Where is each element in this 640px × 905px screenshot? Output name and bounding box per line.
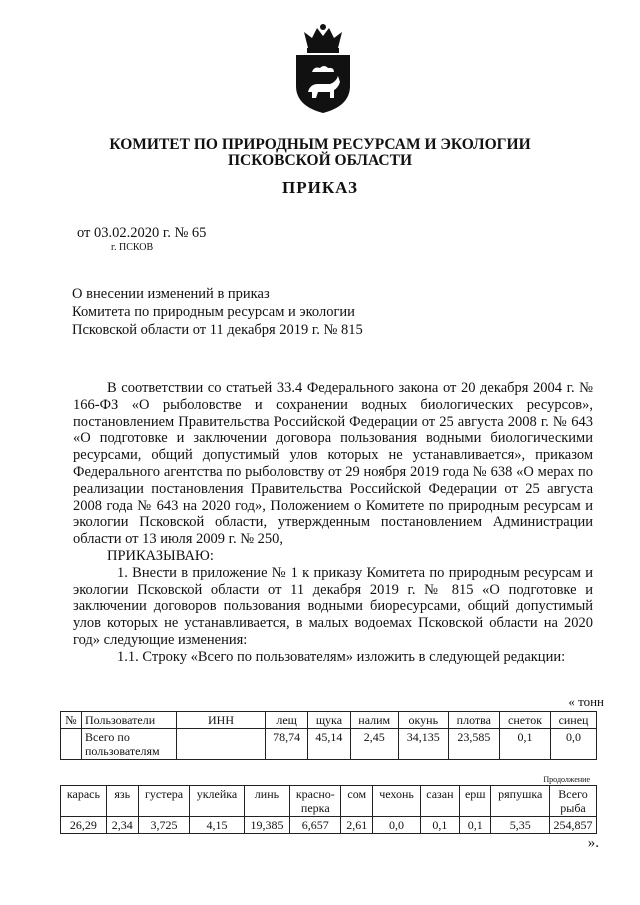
table-cell: 26,29 (61, 817, 107, 834)
item-1-paragraph: 1. Внести в приложение № 1 к приказу Комитета по природным ресурсам и экологии Псковской области от 11 декабря 2019 г. № 815 «О подготовке и заключении договоров пользования водными биоресурсами, общий допустимый улов которых не устанавливается, в малых водоемах Псковской области на 2020 год» следующие изменения: (73, 564, 593, 648)
document-body (73, 380, 593, 666)
table-cell: 0,0 (551, 729, 597, 760)
table-header-cell: ряпушка (491, 786, 550, 817)
table-header-cell: сом (341, 786, 373, 817)
table-header-cell: карась (61, 786, 107, 817)
subject-line: Псковской области от 11 декабря 2019 г. № 815 (72, 322, 363, 338)
table-cell (177, 729, 266, 760)
table-header-cell: линь (244, 786, 290, 817)
table-header-row (61, 786, 597, 817)
table-header-cell: окунь (398, 712, 448, 729)
table-cell: 2,61 (341, 817, 373, 834)
table-row (61, 729, 597, 760)
committee-name-line1: КОМИТЕТ ПО ПРИРОДНЫМ РЕСУРСАМ И ЭКОЛОГИИ (109, 136, 531, 153)
order-word: ПРИКАЗЫВАЮ: (107, 547, 214, 564)
table-cell: 2,34 (106, 817, 138, 834)
users-total-table (60, 711, 597, 760)
subject-line: О внесении изменений в приказ (72, 286, 270, 302)
table-header-cell: синец (551, 712, 597, 729)
table-header-cell: уклейка (190, 786, 244, 817)
table-header-cell: щука (308, 712, 350, 729)
table-cell: 78,74 (266, 729, 308, 760)
table-cell (61, 729, 82, 760)
preamble-paragraph: В соответствии со статьей 33.4 Федерального закона от 20 декабря 2004 г. № 166-ФЗ «О рыболовстве и сохранении водных биологических ресурсов», постановлением Правительства Российской Федерации от 25 августа 2008 г. № 643 «О подготовке и заключении договора пользования водными биологическими ресурсами, общий допустимый улов которых не устанавливается», приказом Федерального агентства по рыболовству от 29 ноября 2019 года № 638 «О мерах по реализации постановления Правительства Российской Федерации от 25 августа 2008 года № 643 на 2020 год», Положением о Комитете по природным ресурсам и экологии Псковской области, утвержденным постановлением Администрации области от 13 июля 2009 г. № 250, (73, 380, 593, 548)
table-cell: 254,857 (550, 817, 597, 834)
table-cell: 6,657 (290, 817, 341, 834)
closing-quote: ». (587, 835, 599, 851)
document-date-number: от 03.02.2020 г. № 65 (77, 225, 207, 241)
table-cell: 34,135 (398, 729, 448, 760)
item-1-1-paragraph: 1.1. Строку «Всего по пользователям» изложить в следующей редакции: (117, 648, 566, 665)
table-cell: 2,45 (350, 729, 398, 760)
table-cell: 0,0 (373, 817, 421, 834)
table-header-cell: налим (350, 712, 398, 729)
pskov-coat-of-arms-icon (290, 22, 356, 114)
table-cell: Всего по пользователям (82, 729, 177, 760)
table-header-cell: сазан (420, 786, 459, 817)
table-header-row (61, 712, 597, 729)
table-cell: 0,1 (459, 817, 490, 834)
table-cell: 0,1 (500, 729, 551, 760)
table-header-cell: язь (106, 786, 138, 817)
table-cell: 4,15 (190, 817, 244, 834)
table-header-cell: ИНН (177, 712, 266, 729)
document-type-title: ПРИКАЗ (282, 178, 358, 197)
table-header-cell: красно-перка (290, 786, 341, 817)
species-continuation-table (60, 785, 597, 834)
table-header-cell: плотва (448, 712, 499, 729)
continuation-label: Продолжение (543, 775, 590, 784)
table-cell: 23,585 (448, 729, 499, 760)
committee-name-line2: ПСКОВСКОЙ ОБЛАСТИ (227, 152, 412, 169)
subject-line: Комитета по природным ресурсам и экологии (72, 304, 355, 320)
table-header-cell: лещ (266, 712, 308, 729)
document-city: г. ПСКОВ (111, 242, 154, 253)
table-cell: 19,385 (244, 817, 290, 834)
table-header-cell: Пользователи (82, 712, 177, 729)
table-header-cell: ерш (459, 786, 490, 817)
table-header-cell: № (61, 712, 82, 729)
table-header-cell: густера (138, 786, 190, 817)
table-cell: 5,35 (491, 817, 550, 834)
table-cell: 3,725 (138, 817, 190, 834)
document-subject (72, 285, 363, 339)
table-cell: 45,14 (308, 729, 350, 760)
table-header-cell: Всего рыба (550, 786, 597, 817)
unit-label: « тонн (568, 694, 604, 709)
table-cell: 0,1 (420, 817, 459, 834)
table-row (61, 817, 597, 834)
table-header-cell: чехонь (373, 786, 421, 817)
table-header-cell: снеток (500, 712, 551, 729)
